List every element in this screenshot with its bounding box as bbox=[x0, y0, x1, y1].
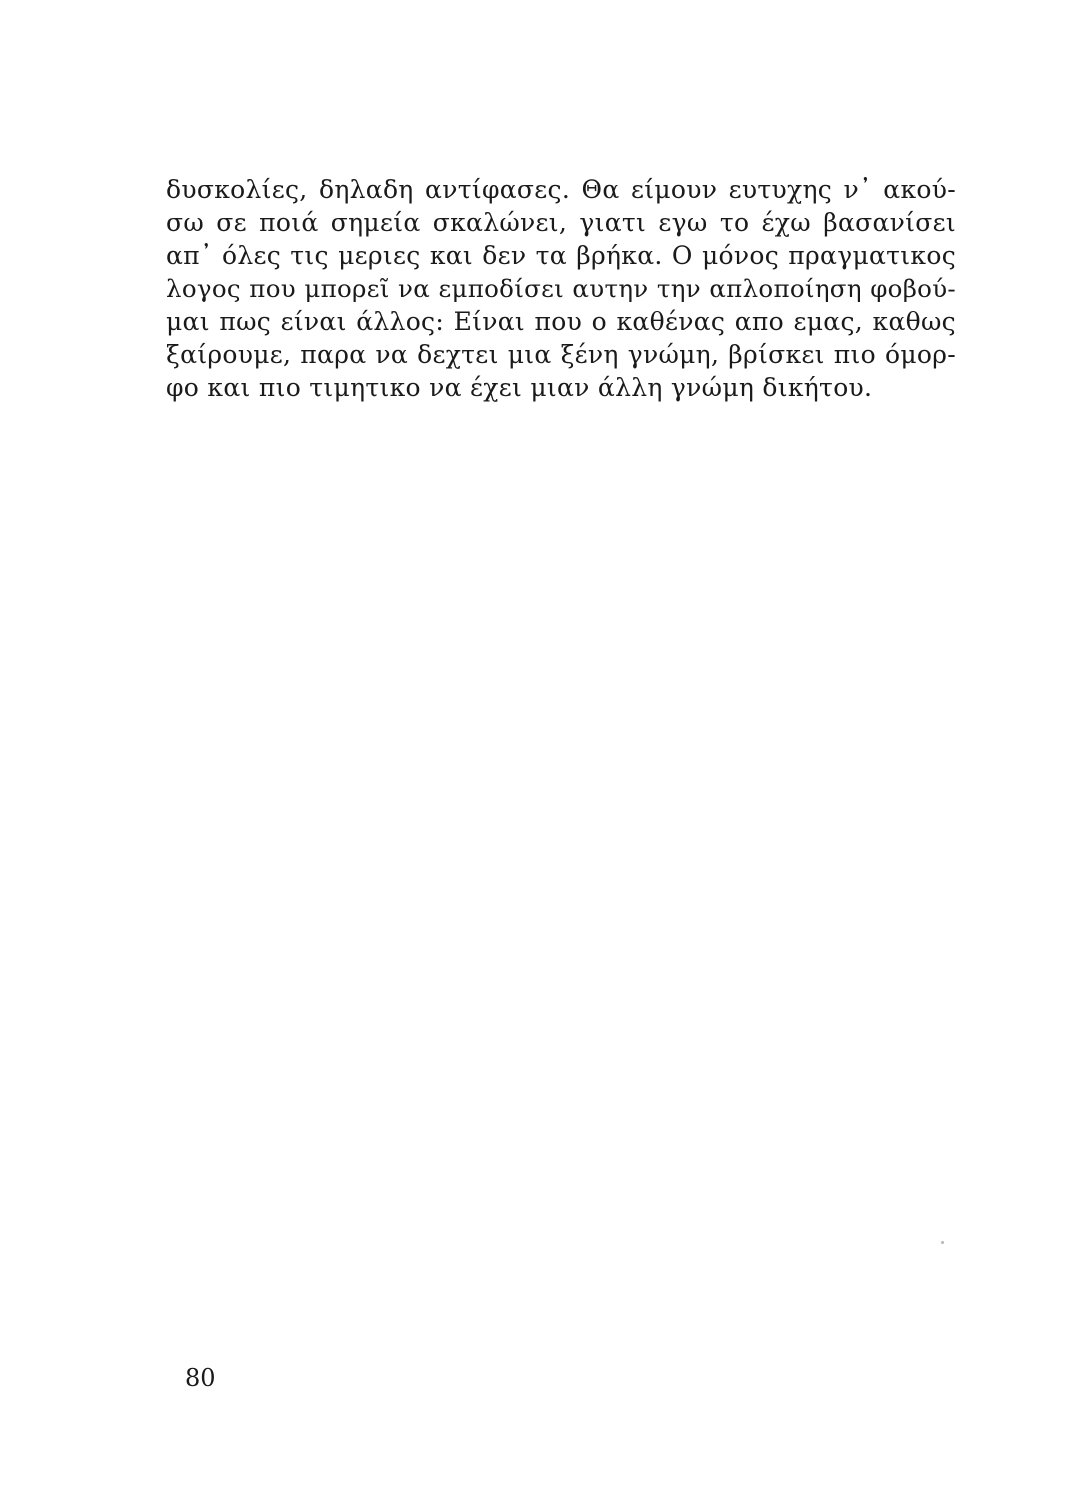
paper-speck bbox=[941, 1241, 944, 1244]
page-number: 80 bbox=[185, 1364, 216, 1392]
body-paragraph bbox=[166, 173, 956, 404]
text-line: δυσκολίες, δηλαδη αντίφασες. Θα είμουν ευτυχης ν᾿ ακού- bbox=[166, 175, 956, 204]
text-line: ξαίρουμε, παρα να δεχτει μια ξένη γνώμη, βρίσκει πιο όμορ- bbox=[166, 340, 956, 369]
text-line: μαι πως είναι άλλος: Είναι που ο καθένας απο εμας, καθως bbox=[166, 307, 956, 336]
text-line: απ᾿ όλες τις μεριες και δεν τα βρήκα. Ο μόνος πραγματικος bbox=[166, 241, 956, 270]
text-line: φο και πιο τιμητικο να έχει μιαν άλλη γνώμη δικήτου. bbox=[166, 373, 873, 402]
text-line: λογος που μπορεῖ να εμποδίσει αυτην την απλοποίηση φοβού- bbox=[166, 274, 956, 303]
text-line: σω σε ποιά σημεία σκαλώνει, γιατι εγω το έχω βασανίσει bbox=[166, 208, 956, 237]
